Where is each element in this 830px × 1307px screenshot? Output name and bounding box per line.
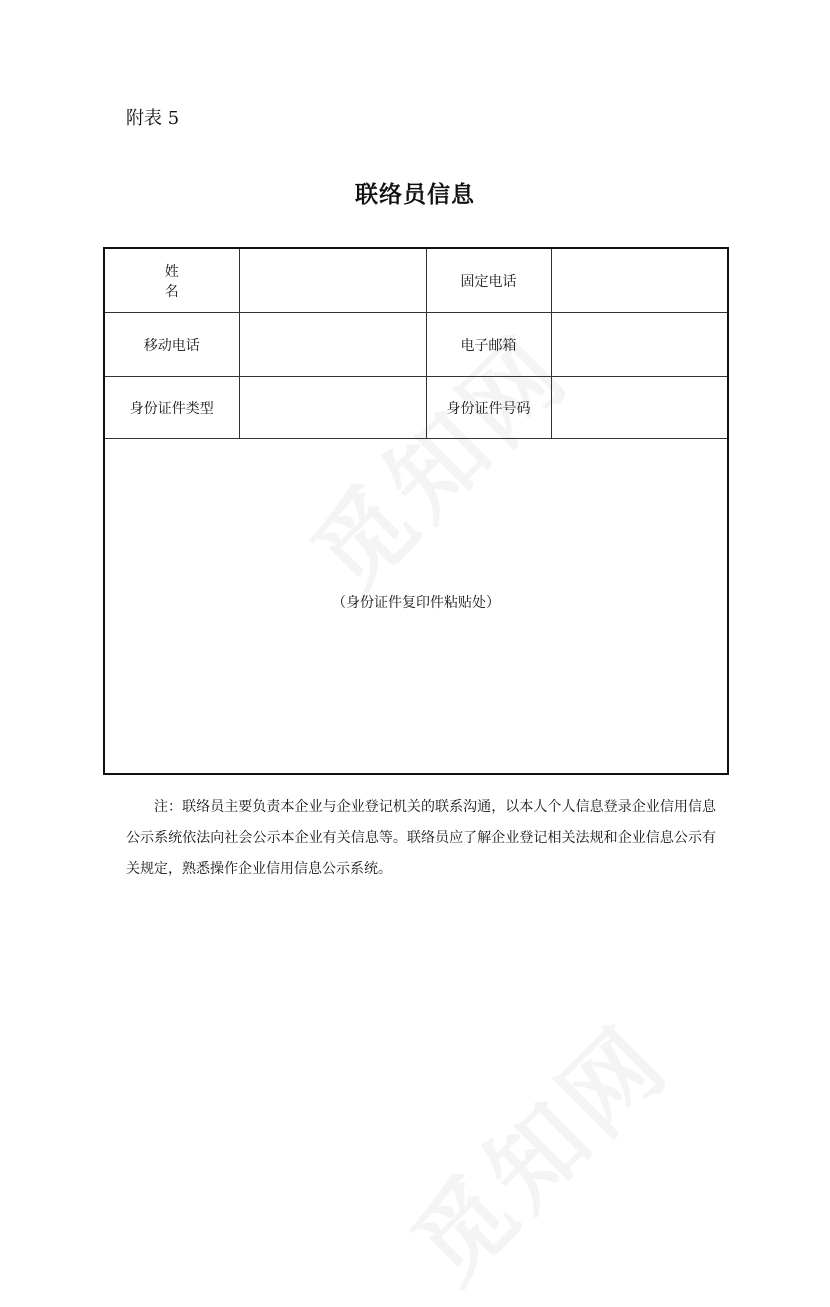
id-copy-paste-area: （身份证件复印件粘贴处） bbox=[104, 439, 728, 775]
name-field[interactable] bbox=[239, 248, 426, 313]
contact-info-table bbox=[103, 247, 729, 775]
landline-label: 固定电话 bbox=[426, 248, 551, 313]
table-row bbox=[104, 313, 728, 377]
mobile-field[interactable] bbox=[239, 313, 426, 377]
email-field[interactable] bbox=[551, 313, 728, 377]
id-number-label: 身份证件号码 bbox=[426, 377, 551, 439]
page-title: 联络员信息 bbox=[355, 182, 475, 208]
table-row bbox=[104, 377, 728, 439]
name-label: 姓 名 bbox=[104, 248, 239, 313]
id-number-field[interactable] bbox=[551, 377, 728, 439]
id-type-field[interactable] bbox=[239, 377, 426, 439]
landline-field[interactable] bbox=[551, 248, 728, 313]
mobile-label: 移动电话 bbox=[104, 313, 239, 377]
table-row bbox=[104, 439, 728, 775]
watermark-bottom bbox=[377, 990, 694, 1307]
table-row bbox=[104, 248, 728, 313]
appendix-label: 附表 5 bbox=[126, 108, 180, 129]
footnote: 注：联络员主要负责本企业与企业登记机关的联系沟通，以本人个人信息登录企业信用信息公示系统依法向社会公示本企业有关信息等。联络员应了解企业登记相关法规和企业信息公示有关规定，熟悉操作企业信用信息公示系统。 bbox=[126, 799, 716, 877]
email-label: 电子邮箱 bbox=[426, 313, 551, 377]
id-type-label: 身份证件类型 bbox=[104, 377, 239, 439]
